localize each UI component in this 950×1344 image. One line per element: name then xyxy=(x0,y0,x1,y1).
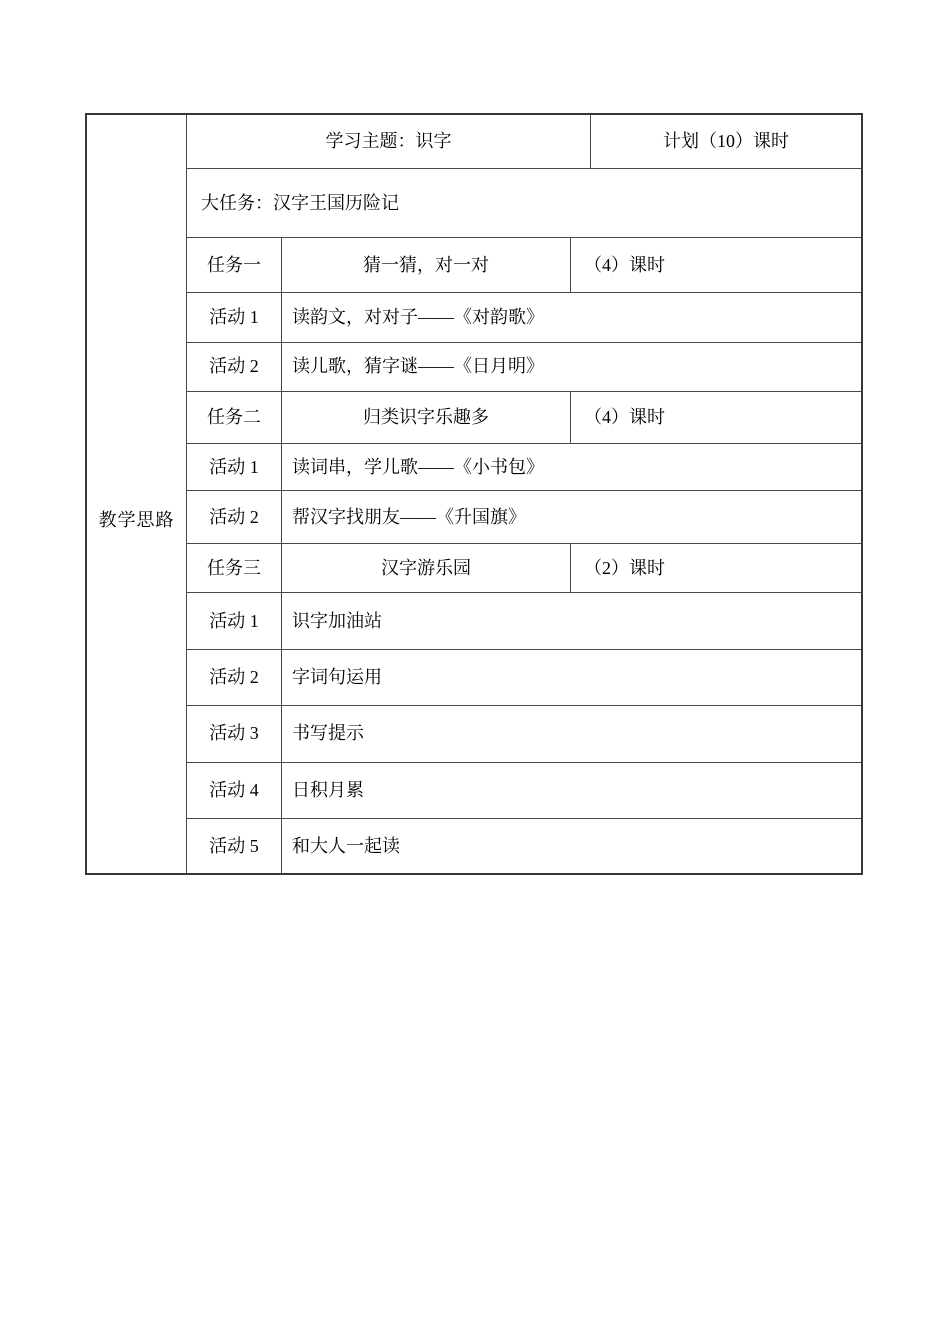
task-hours-cell xyxy=(571,238,861,292)
task-label: 任务二 xyxy=(207,407,261,428)
activity-content-cell xyxy=(282,444,861,490)
big-task-text: 大任务：汉字王国历险记 xyxy=(201,192,399,213)
activity-content: 字词句运用 xyxy=(292,667,382,688)
activity-row xyxy=(187,762,861,819)
left-header-cell xyxy=(87,115,187,873)
activity-row xyxy=(187,443,861,490)
activity-content: 书写提示 xyxy=(292,723,364,744)
task-label-cell xyxy=(187,392,282,444)
plan-hours-cell xyxy=(591,115,861,168)
activity-content-cell xyxy=(282,763,861,819)
activity-content: 帮汉字找朋友——《升国旗》 xyxy=(292,506,526,527)
activity-content-cell xyxy=(282,293,861,342)
activity-label-cell xyxy=(187,491,282,543)
task-name: 汉字游乐园 xyxy=(381,557,471,578)
activity-row xyxy=(187,592,861,649)
task-label: 任务三 xyxy=(207,557,261,578)
teaching-plan-table xyxy=(85,113,863,875)
table-body xyxy=(187,115,861,873)
task-hours: （4）课时 xyxy=(584,254,665,275)
activity-content-cell xyxy=(282,819,861,873)
activity-row xyxy=(187,490,861,543)
activity-label-cell xyxy=(187,763,282,819)
activity-content-cell xyxy=(282,593,861,649)
activity-content: 和大人一起读 xyxy=(292,835,400,856)
task-name: 归类识字乐趣多 xyxy=(363,407,489,428)
task-label-cell xyxy=(187,238,282,292)
activity-label-cell xyxy=(187,706,282,762)
activity-label: 活动 2 xyxy=(209,506,259,527)
task-hours: （2）课时 xyxy=(584,557,665,578)
task-name-cell xyxy=(282,544,571,593)
task-label: 任务一 xyxy=(207,254,261,275)
activity-content-cell xyxy=(282,491,861,543)
activity-content: 识字加油站 xyxy=(292,611,382,632)
task-row xyxy=(187,391,861,444)
activity-label-cell xyxy=(187,293,282,342)
task-name-cell xyxy=(282,392,571,444)
big-task-row xyxy=(187,168,861,238)
activity-content: 读词串，学儿歌——《小书包》 xyxy=(292,456,544,477)
activity-label: 活动 2 xyxy=(209,667,259,688)
activity-content: 读韵文，对对子——《对韵歌》 xyxy=(292,307,544,328)
big-task-cell xyxy=(187,169,861,238)
task-row xyxy=(187,543,861,593)
activity-label: 活动 2 xyxy=(209,356,259,377)
activity-label-cell xyxy=(187,819,282,873)
activity-label: 活动 1 xyxy=(209,456,259,477)
activity-content-cell xyxy=(282,343,861,391)
task-name: 猜一猜，对一对 xyxy=(363,254,489,275)
task-hours: （4）课时 xyxy=(584,407,665,428)
activity-row xyxy=(187,292,861,342)
activity-row xyxy=(187,342,861,391)
activity-label-cell xyxy=(187,593,282,649)
topic-row xyxy=(187,115,861,168)
activity-label: 活动 1 xyxy=(209,307,259,328)
activity-content: 日积月累 xyxy=(292,780,364,801)
task-label-cell xyxy=(187,544,282,593)
activity-label: 活动 5 xyxy=(209,835,259,856)
task-name-cell xyxy=(282,238,571,292)
activity-label-cell xyxy=(187,343,282,391)
activity-label-cell xyxy=(187,650,282,705)
activity-label: 活动 3 xyxy=(209,723,259,744)
activity-row xyxy=(187,818,861,873)
activity-row xyxy=(187,705,861,762)
activity-label: 活动 1 xyxy=(209,611,259,632)
activity-content-cell xyxy=(282,650,861,705)
topic-text: 学习主题：识字 xyxy=(325,131,452,152)
plan-hours-text: 计划（10）课时 xyxy=(663,131,789,152)
task-row xyxy=(187,237,861,292)
activity-content: 读儿歌，猜字谜——《日月明》 xyxy=(292,356,544,377)
topic-cell xyxy=(187,115,591,168)
activity-label-cell xyxy=(187,444,282,490)
task-hours-cell xyxy=(571,392,861,444)
activity-content-cell xyxy=(282,706,861,762)
left-header-label: 教学思路 xyxy=(98,509,175,530)
activity-row xyxy=(187,649,861,705)
task-hours-cell xyxy=(571,544,861,593)
activity-label: 活动 4 xyxy=(209,780,259,801)
